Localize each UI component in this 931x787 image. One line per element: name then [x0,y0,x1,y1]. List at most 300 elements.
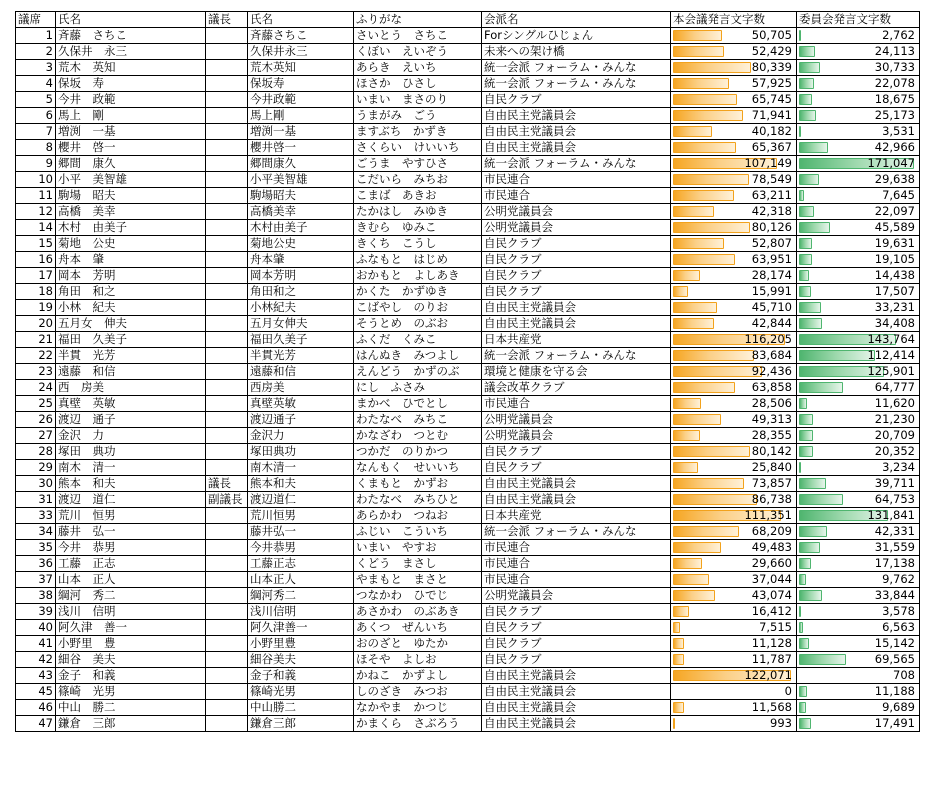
cell-name2[interactable]: 浅川信明 [248,604,354,620]
cell-committee[interactable] [797,92,920,108]
cell-committee[interactable] [797,620,920,636]
cell-plenary[interactable] [671,332,797,348]
cell-faction[interactable]: 自民クラブ [482,252,671,268]
cell-seat[interactable]: 35 [16,540,56,556]
cell-name[interactable]: 駒場 昭夫 [56,188,206,204]
cell-role[interactable] [206,508,248,524]
cell-name2[interactable]: 高橋美幸 [248,204,354,220]
cell-committee[interactable] [797,604,920,620]
cell-seat[interactable]: 30 [16,476,56,492]
cell-name[interactable]: 真壁 英敏 [56,396,206,412]
cell-kana[interactable]: くぼい えいぞう [354,44,482,60]
cell-seat[interactable]: 12 [16,204,56,220]
cell-seat[interactable]: 34 [16,524,56,540]
cell-faction[interactable]: 自民クラブ [482,604,671,620]
cell-faction[interactable]: 自民クラブ [482,460,671,476]
cell-name2[interactable]: 菊地公史 [248,236,354,252]
cell-kana[interactable]: そうとめ のぶお [354,316,482,332]
cell-role[interactable] [206,172,248,188]
cell-name[interactable]: 櫻井 啓一 [56,140,206,156]
cell-faction[interactable]: 公明党議員会 [482,588,671,604]
cell-name2[interactable]: 渡辺道仁 [248,492,354,508]
cell-seat[interactable]: 25 [16,396,56,412]
cell-faction[interactable]: 自由民主党議員会 [482,492,671,508]
cell-name[interactable]: 浅川 信明 [56,604,206,620]
cell-role[interactable] [206,300,248,316]
cell-role[interactable] [206,76,248,92]
cell-committee[interactable] [797,524,920,540]
cell-plenary[interactable] [671,380,797,396]
cell-seat[interactable]: 19 [16,300,56,316]
cell-kana[interactable]: くまもと かずお [354,476,482,492]
cell-faction[interactable]: 統一会派 フォーラム・みんな [482,156,671,172]
cell-kana[interactable]: ほそや よしお [354,652,482,668]
cell-name[interactable]: 小野里 豊 [56,636,206,652]
cell-name2[interactable]: 荒川恒男 [248,508,354,524]
cell-name[interactable]: 小林 紀夫 [56,300,206,316]
cell-faction[interactable]: 自民クラブ [482,652,671,668]
cell-seat[interactable]: 1 [16,28,56,44]
cell-faction[interactable]: 公明党議員会 [482,220,671,236]
cell-role[interactable] [206,252,248,268]
cell-seat[interactable]: 3 [16,60,56,76]
cell-name2[interactable]: 保坂寿 [248,76,354,92]
cell-committee[interactable] [797,476,920,492]
cell-kana[interactable]: いまい やすお [354,540,482,556]
cell-role[interactable] [206,540,248,556]
cell-name[interactable]: 舟本 肇 [56,252,206,268]
cell-kana[interactable]: わたなべ みちこ [354,412,482,428]
cell-role[interactable] [206,92,248,108]
cell-seat[interactable]: 7 [16,124,56,140]
cell-plenary[interactable] [671,236,797,252]
cell-faction[interactable]: 市民連合 [482,396,671,412]
cell-committee[interactable] [797,332,920,348]
cell-faction[interactable]: 市民連合 [482,172,671,188]
cell-role[interactable] [206,620,248,636]
header-role[interactable]: 議長 [206,12,248,28]
cell-name2[interactable]: 塚田典功 [248,444,354,460]
cell-plenary[interactable] [671,540,797,556]
cell-kana[interactable]: こまば あきお [354,188,482,204]
cell-kana[interactable]: にし ふさみ [354,380,482,396]
cell-seat[interactable]: 23 [16,364,56,380]
cell-seat[interactable]: 42 [16,652,56,668]
cell-seat[interactable]: 22 [16,348,56,364]
cell-kana[interactable]: ますぶち かずき [354,124,482,140]
cell-committee[interactable] [797,156,920,172]
cell-role[interactable] [206,268,248,284]
cell-name[interactable]: 小平 美智雄 [56,172,206,188]
cell-name2[interactable]: 山本正人 [248,572,354,588]
cell-kana[interactable]: えんどう かずのぶ [354,364,482,380]
cell-name2[interactable]: 小林紀夫 [248,300,354,316]
cell-seat[interactable]: 8 [16,140,56,156]
cell-faction[interactable]: 自民クラブ [482,268,671,284]
cell-plenary[interactable] [671,556,797,572]
cell-name[interactable]: 藤井 弘一 [56,524,206,540]
cell-role[interactable] [206,428,248,444]
cell-name[interactable]: 金子 和義 [56,668,206,684]
cell-kana[interactable]: ふくだ くみこ [354,332,482,348]
cell-role[interactable] [206,60,248,76]
cell-seat[interactable]: 41 [16,636,56,652]
cell-committee[interactable] [797,652,920,668]
cell-seat[interactable]: 2 [16,44,56,60]
cell-kana[interactable]: かねこ かずよし [354,668,482,684]
cell-plenary[interactable] [671,428,797,444]
cell-faction[interactable]: 自民クラブ [482,236,671,252]
cell-role[interactable] [206,28,248,44]
cell-seat[interactable]: 20 [16,316,56,332]
cell-plenary[interactable] [671,572,797,588]
cell-name[interactable]: 渡辺 道仁 [56,492,206,508]
cell-name2[interactable]: 遠藤和信 [248,364,354,380]
cell-name2[interactable]: 舟本肇 [248,252,354,268]
cell-name[interactable]: 久保井 永三 [56,44,206,60]
cell-role[interactable] [206,124,248,140]
cell-seat[interactable]: 14 [16,220,56,236]
cell-faction[interactable]: 公明党議員会 [482,428,671,444]
cell-role[interactable] [206,284,248,300]
cell-committee[interactable] [797,572,920,588]
cell-name2[interactable]: 中山勝二 [248,700,354,716]
cell-role[interactable] [206,396,248,412]
cell-committee[interactable] [797,492,920,508]
cell-seat[interactable]: 26 [16,412,56,428]
cell-name2[interactable]: 西房美 [248,380,354,396]
cell-role[interactable] [206,636,248,652]
cell-committee[interactable] [797,124,920,140]
cell-seat[interactable]: 9 [16,156,56,172]
cell-name[interactable]: 綱河 秀二 [56,588,206,604]
cell-committee[interactable] [797,44,920,60]
cell-name2[interactable]: 木村由美子 [248,220,354,236]
cell-plenary[interactable] [671,444,797,460]
cell-seat[interactable]: 16 [16,252,56,268]
cell-seat[interactable]: 17 [16,268,56,284]
cell-faction[interactable]: 自由民主党議員会 [482,300,671,316]
cell-kana[interactable]: ふじい こういち [354,524,482,540]
cell-role[interactable] [206,236,248,252]
cell-name2[interactable]: 南木清一 [248,460,354,476]
cell-committee[interactable] [797,684,920,700]
cell-committee[interactable] [797,412,920,428]
cell-committee[interactable] [797,588,920,604]
cell-name2[interactable]: 小野里豊 [248,636,354,652]
cell-committee[interactable] [797,428,920,444]
cell-role[interactable] [206,604,248,620]
cell-plenary[interactable] [671,716,797,732]
cell-role[interactable] [206,412,248,428]
cell-role[interactable] [206,652,248,668]
cell-name2[interactable]: 五月女伸夫 [248,316,354,332]
cell-faction[interactable]: 自民クラブ [482,620,671,636]
cell-faction[interactable]: 自由民主党議員会 [482,684,671,700]
cell-seat[interactable]: 45 [16,684,56,700]
cell-name2[interactable]: 金沢力 [248,428,354,444]
cell-name[interactable]: 渡辺 通子 [56,412,206,428]
cell-seat[interactable]: 11 [16,188,56,204]
cell-plenary[interactable] [671,76,797,92]
cell-committee[interactable] [797,364,920,380]
cell-role[interactable] [206,156,248,172]
header-name[interactable]: 氏名 [56,12,206,28]
header-committee[interactable]: 委員会発言文字数 [797,12,920,28]
cell-name2[interactable]: 郷間康久 [248,156,354,172]
cell-role[interactable] [206,380,248,396]
cell-name[interactable]: 工藤 正志 [56,556,206,572]
cell-committee[interactable] [797,76,920,92]
cell-name[interactable]: 西 房美 [56,380,206,396]
cell-kana[interactable]: おのざと ゆたか [354,636,482,652]
cell-faction[interactable]: 自由民主党議員会 [482,700,671,716]
cell-name2[interactable]: 馬上剛 [248,108,354,124]
cell-name[interactable]: 馬上 剛 [56,108,206,124]
cell-name[interactable]: 郷間 康久 [56,156,206,172]
cell-faction[interactable]: 市民連合 [482,572,671,588]
cell-faction[interactable]: 自由民主党議員会 [482,124,671,140]
cell-plenary[interactable] [671,316,797,332]
cell-plenary[interactable] [671,188,797,204]
cell-faction[interactable]: 自由民主党議員会 [482,476,671,492]
cell-kana[interactable]: こばやし のりお [354,300,482,316]
cell-seat[interactable]: 31 [16,492,56,508]
cell-name2[interactable]: 熊本和夫 [248,476,354,492]
cell-plenary[interactable] [671,364,797,380]
cell-seat[interactable]: 39 [16,604,56,620]
cell-faction[interactable]: 統一会派 フォーラム・みんな [482,60,671,76]
cell-kana[interactable]: つなかわ ひでじ [354,588,482,604]
cell-name[interactable]: 篠崎 光男 [56,684,206,700]
cell-faction[interactable]: 自由民主党議員会 [482,316,671,332]
cell-kana[interactable]: いまい まさのり [354,92,482,108]
cell-kana[interactable]: くどう まさし [354,556,482,572]
cell-name[interactable]: 鎌倉 三郎 [56,716,206,732]
cell-plenary[interactable] [671,268,797,284]
cell-name2[interactable]: 鎌倉三郎 [248,716,354,732]
cell-kana[interactable]: あらき えいち [354,60,482,76]
cell-name2[interactable]: 真壁英敏 [248,396,354,412]
cell-name[interactable]: 今井 政範 [56,92,206,108]
cell-kana[interactable]: つかだ のりかつ [354,444,482,460]
cell-kana[interactable]: ほさか ひさし [354,76,482,92]
cell-faction[interactable]: 自民クラブ [482,284,671,300]
cell-plenary[interactable] [671,44,797,60]
cell-name2[interactable]: 今井恭男 [248,540,354,556]
cell-plenary[interactable] [671,508,797,524]
cell-plenary[interactable] [671,476,797,492]
cell-seat[interactable]: 40 [16,620,56,636]
cell-committee[interactable] [797,300,920,316]
cell-name2[interactable]: 角田和之 [248,284,354,300]
cell-name[interactable]: 細谷 美夫 [56,652,206,668]
cell-name[interactable]: 保坂 寿 [56,76,206,92]
cell-name[interactable]: 高橋 美幸 [56,204,206,220]
header-kana[interactable]: ふりがな [354,12,482,28]
cell-name[interactable]: 阿久津 善一 [56,620,206,636]
cell-role[interactable] [206,364,248,380]
cell-plenary[interactable] [671,524,797,540]
cell-faction[interactable]: 市民連合 [482,540,671,556]
cell-committee[interactable] [797,284,920,300]
cell-name[interactable]: 南木 清一 [56,460,206,476]
cell-faction[interactable]: 市民連合 [482,188,671,204]
cell-committee[interactable] [797,60,920,76]
cell-seat[interactable]: 29 [16,460,56,476]
cell-kana[interactable]: しのざき みつお [354,684,482,700]
cell-committee[interactable] [797,460,920,476]
cell-plenary[interactable] [671,636,797,652]
cell-plenary[interactable] [671,396,797,412]
cell-name2[interactable]: 駒場昭夫 [248,188,354,204]
cell-name[interactable]: 五月女 伸夫 [56,316,206,332]
cell-name[interactable]: 菊地 公史 [56,236,206,252]
cell-faction[interactable]: 日本共産党 [482,332,671,348]
cell-plenary[interactable] [671,652,797,668]
cell-faction[interactable]: 自由民主党議員会 [482,668,671,684]
cell-role[interactable] [206,204,248,220]
cell-committee[interactable] [797,236,920,252]
cell-plenary[interactable] [671,460,797,476]
cell-plenary[interactable] [671,172,797,188]
cell-role[interactable] [206,524,248,540]
cell-committee[interactable] [797,556,920,572]
cell-seat[interactable]: 36 [16,556,56,572]
cell-name[interactable]: 荒川 恒男 [56,508,206,524]
cell-seat[interactable]: 38 [16,588,56,604]
cell-role[interactable] [206,444,248,460]
cell-seat[interactable]: 46 [16,700,56,716]
cell-name[interactable]: 半貫 光芳 [56,348,206,364]
cell-plenary[interactable] [671,108,797,124]
cell-seat[interactable]: 15 [16,236,56,252]
cell-plenary[interactable] [671,700,797,716]
cell-plenary[interactable] [671,588,797,604]
cell-name2[interactable]: 福田久美子 [248,332,354,348]
cell-kana[interactable]: はんぬき みつよし [354,348,482,364]
cell-plenary[interactable] [671,92,797,108]
cell-faction[interactable]: 自民クラブ [482,636,671,652]
cell-kana[interactable]: あさかわ のぶあき [354,604,482,620]
cell-committee[interactable] [797,700,920,716]
cell-kana[interactable]: ふなもと はじめ [354,252,482,268]
cell-faction[interactable]: 統一会派 フォーラム・みんな [482,348,671,364]
cell-kana[interactable]: たかはし みゆき [354,204,482,220]
cell-plenary[interactable] [671,492,797,508]
cell-role[interactable] [206,188,248,204]
cell-faction[interactable]: 環境と健康を守る会 [482,364,671,380]
cell-kana[interactable]: わたなべ みちひと [354,492,482,508]
cell-name2[interactable]: 金子和義 [248,668,354,684]
cell-faction[interactable]: 統一会派 フォーラム・みんな [482,524,671,540]
cell-name[interactable]: 木村 由美子 [56,220,206,236]
cell-name[interactable]: 角田 和之 [56,284,206,300]
cell-faction[interactable]: 未来への架け橋 [482,44,671,60]
cell-kana[interactable]: あらかわ つねお [354,508,482,524]
cell-faction[interactable]: 公明党議員会 [482,412,671,428]
cell-role[interactable] [206,332,248,348]
cell-faction[interactable]: 自由民主党議員会 [482,716,671,732]
cell-committee[interactable] [797,108,920,124]
cell-name2[interactable]: 久保井永三 [248,44,354,60]
cell-committee[interactable] [797,716,920,732]
cell-faction[interactable]: 議会改革クラブ [482,380,671,396]
cell-plenary[interactable] [671,604,797,620]
cell-kana[interactable]: さいとう さちこ [354,28,482,44]
cell-committee[interactable] [797,540,920,556]
cell-role[interactable]: 議長 [206,476,248,492]
cell-seat[interactable]: 21 [16,332,56,348]
cell-role[interactable] [206,348,248,364]
cell-role[interactable] [206,668,248,684]
cell-name2[interactable]: 今井政範 [248,92,354,108]
cell-name2[interactable]: 綱河秀二 [248,588,354,604]
cell-kana[interactable]: きくち こうし [354,236,482,252]
cell-kana[interactable]: なかやま かつじ [354,700,482,716]
cell-committee[interactable] [797,204,920,220]
cell-name2[interactable]: 小平美智雄 [248,172,354,188]
cell-seat[interactable]: 6 [16,108,56,124]
cell-name[interactable]: 塚田 典功 [56,444,206,460]
cell-seat[interactable]: 33 [16,508,56,524]
cell-plenary[interactable] [671,668,797,684]
cell-name2[interactable]: 藤井弘一 [248,524,354,540]
cell-kana[interactable]: かくた かずゆき [354,284,482,300]
cell-name[interactable]: 岡本 芳明 [56,268,206,284]
header-name2[interactable]: 氏名 [248,12,354,28]
cell-plenary[interactable] [671,140,797,156]
cell-plenary[interactable] [671,220,797,236]
cell-kana[interactable]: さくらい けいいち [354,140,482,156]
cell-plenary[interactable] [671,412,797,428]
cell-role[interactable] [206,588,248,604]
cell-kana[interactable]: うまがみ ごう [354,108,482,124]
cell-name[interactable]: 斉藤 さちこ [56,28,206,44]
cell-faction[interactable]: 自民クラブ [482,92,671,108]
cell-role[interactable] [206,716,248,732]
cell-seat[interactable]: 47 [16,716,56,732]
cell-role[interactable] [206,572,248,588]
cell-role[interactable] [206,556,248,572]
cell-name2[interactable]: 細谷美夫 [248,652,354,668]
cell-kana[interactable]: なんもく せいいち [354,460,482,476]
cell-name2[interactable]: 岡本芳明 [248,268,354,284]
cell-name2[interactable]: 荒木英知 [248,60,354,76]
cell-committee[interactable] [797,220,920,236]
cell-role[interactable] [206,684,248,700]
cell-plenary[interactable] [671,252,797,268]
cell-name2[interactable]: 渡辺通子 [248,412,354,428]
cell-role[interactable] [206,108,248,124]
cell-name[interactable]: 福田 久美子 [56,332,206,348]
cell-name2[interactable]: 櫻井啓一 [248,140,354,156]
cell-role[interactable] [206,220,248,236]
cell-seat[interactable]: 5 [16,92,56,108]
cell-name2[interactable]: 篠崎光男 [248,684,354,700]
cell-faction[interactable]: 自由民主党議員会 [482,108,671,124]
cell-faction[interactable]: 自由民主党議員会 [482,140,671,156]
cell-kana[interactable]: きむら ゆみこ [354,220,482,236]
cell-seat[interactable]: 24 [16,380,56,396]
cell-role[interactable]: 副議長 [206,492,248,508]
header-seat[interactable]: 議席 [16,12,56,28]
cell-committee[interactable] [797,316,920,332]
cell-committee[interactable] [797,508,920,524]
cell-committee[interactable] [797,380,920,396]
cell-committee[interactable] [797,268,920,284]
cell-seat[interactable]: 43 [16,668,56,684]
